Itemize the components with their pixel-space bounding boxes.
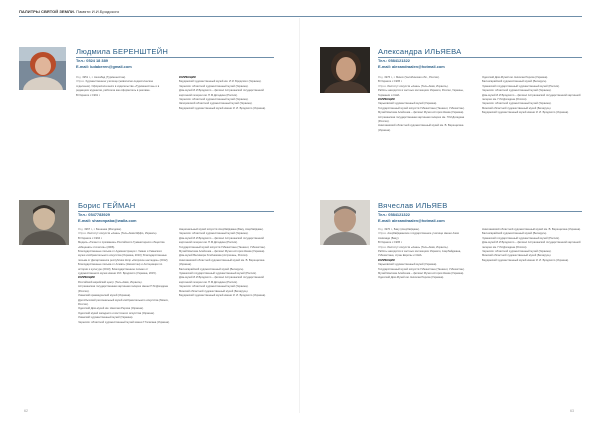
header-divider xyxy=(19,16,582,17)
artist-email[interactable]: E-mail: alexandraalen@hotmail.com xyxy=(378,218,445,223)
collection-item: Николаевский областной художественный музей им. В. Верещагина (Украина). xyxy=(378,124,464,132)
artist-name: Людмила БЕРЕНШТЕЙН xyxy=(76,47,169,56)
collection-item: Минский областной художественный музей (Беларусь). xyxy=(482,254,552,258)
collection-item: Минский областной художественный музей (Беларусь). xyxy=(179,289,249,293)
collection-item: Чернигов: областной художественный музей (Украина). xyxy=(179,98,249,102)
artist-bio xyxy=(76,76,164,136)
artist-contact xyxy=(78,212,137,224)
collections-heading: КОЛЛЕКЦИИ xyxy=(378,98,395,102)
artist-phone: Тел.: 0584121322 xyxy=(378,58,410,63)
collection-item: Музей Шалома Алейхема – филиал Музея истории Киева (Украина). xyxy=(378,272,465,276)
collection-item: Бахчисарайский художественный музей (Беларусь). xyxy=(179,267,245,271)
bio-line: Работы находятся в частных коллекциях Израиля, Азербайджана, Узбекистана, стран Европы и США. xyxy=(378,250,461,258)
artist-collections-continued xyxy=(482,228,582,348)
artist-email[interactable]: E-mail: ludaberen@gmail.com xyxy=(76,64,132,69)
bio-line: Род. 1951 г., г. Ашхабад (Туркменистан). xyxy=(76,76,126,79)
collection-item: Чернигов: областной художественный музей (Украина). xyxy=(179,285,249,289)
collection-item: Одесский Дом-Музей им. Николая Рериха (Украина). xyxy=(482,76,549,79)
collection-item: Бахчисарайский художественный музей (Беларусь). xyxy=(482,232,548,236)
artist-name: Борис ГЕЙМАН xyxy=(78,201,136,210)
collection-item: Одесский Дом-музей им. Николая Рериха (Украина). xyxy=(78,307,144,311)
collection-item: Государственный музей искусств Узбекистана (Ташкент, Узбекистан). xyxy=(378,106,465,110)
collection-item: Дом-музей И.И.Бродского – филиал Астраханской государственной картинной галереи им. П.М.Догадина (Россия). xyxy=(179,89,264,97)
bio-line: Образ. Азербайджанское государственное училище имени Азим Азимзаде (Баку). xyxy=(378,232,459,240)
artist-collections-continued xyxy=(179,228,274,408)
collection-item: Дом-музей И.И.Бродского – филиал Астраханской государственной картинной галереи им. П.М.Догадина (Россия). xyxy=(179,236,264,245)
collections-heading: КОЛЛЕКЦИИ xyxy=(78,276,95,280)
artist-phone: Тел.: 0547783929 xyxy=(78,212,110,217)
collection-item: Чувашский государственный художественный музей (Россия). xyxy=(482,236,560,240)
collections-heading: КОЛЛЕКЦИИ xyxy=(378,258,395,262)
portrait-woman-red-icon xyxy=(19,47,66,90)
collection-item: Минский областной художественный музей (Беларусь). xyxy=(482,106,552,110)
collection-item: Николаевский областной художественный музей им. В. Верещагина (Украина). xyxy=(482,228,581,231)
artist-bio xyxy=(78,228,170,408)
collection-item: Бердянский художественный музей им. И.И. Бродского (Украина). xyxy=(179,80,262,84)
collections-heading: КОЛЛЕКЦИИ xyxy=(179,76,196,79)
artist-email[interactable]: E-mail: alexandraalen@hotmail.com xyxy=(378,64,445,69)
artist-photo-geiman xyxy=(19,200,69,245)
collection-item: Российский еврейский центр (Тель-Авив, Израиль). xyxy=(78,280,143,284)
artist-photo-berenshtein xyxy=(19,47,66,90)
collection-item: Дом-музей Велимира Хлебникова (Астрахань, Россия). xyxy=(179,254,249,258)
collection-item: Чернигов: областной художественный музей (Украина). xyxy=(179,84,249,88)
page-number-left: 62 xyxy=(24,409,28,413)
running-header-section: ПАЛИТРЫ СВЯТОЙ ЗЕМЛИ. xyxy=(19,9,75,14)
collection-item: Дом-музей И.И.Бродского – филиал Астраханской государственной картинной галереи им. П.М.Догадина (Россия). xyxy=(482,93,581,102)
collection-item: Чернигов: областной художественный музей (Украина). xyxy=(482,102,552,106)
collection-item: Одесский музей западного и восточного искусства (Украина). xyxy=(78,311,155,315)
artist-bio xyxy=(378,228,470,338)
bio-line: Род. 1970 г., Баку (Азербайджан). xyxy=(378,228,420,231)
collection-item: Харьковский художественный музей (Украина). xyxy=(378,263,438,267)
collection-item: Музей Шалома Алейхема – филиал Музея истории Киева (Украина). xyxy=(378,111,465,115)
collection-item: Дом-музей И.И.Бродского – филиал Астраханской государственной картинной галереи им. П.М.Догадина (Россия). xyxy=(179,276,264,284)
portrait-man-gray-icon xyxy=(19,200,69,245)
artist-collections-continued xyxy=(482,76,582,201)
bio-line: Род. 1976 г., г. Минск (Челябинская обл., Россия). xyxy=(378,76,440,79)
collection-item: Дрогобычский региональный музей изобразительного искусства (Минск, Россия). xyxy=(78,298,169,306)
collection-item: Запорожский областной художественный музей (Украина). xyxy=(179,102,253,106)
bio-line: Образ. Институт искусств «Анан» (Тель-Авив, Израиль). xyxy=(378,84,449,88)
bio-line: Работы находятся в частных коллекциях Израиля, России, Украины, Германии и США. xyxy=(378,89,464,97)
collection-item: Чернигов: областной художественный музей имени Г.Галагана (Украина). xyxy=(78,320,170,324)
collection-item: Николаевский областной художественный музей им. В. Верещагина (Украина). xyxy=(179,258,265,267)
collection-item: Бердянский художественный музей имени И. И. Бродского (Украина). xyxy=(482,111,569,115)
artist-contact xyxy=(76,58,132,70)
bio-line: Благодарственные письма от Администрации г. Умани и Уманского музея изобразительного искусства (Украина, 2010); Благодарственные письма от Департамента республики Кипр «Кипрское наследие» (2012); Благодарственные письма от Алматы (Казахстан) и Ассоциации по истории и культуре (2013); Благодарственное письмо от художественного музея имени И.И. Бродского (Украина, 2015). xyxy=(78,250,169,276)
collection-item: Государственный музей искусств Узбекистана (Ташкент, Узбекистан). xyxy=(179,245,266,249)
bio-line: В Израиле с 1991 г. xyxy=(76,93,101,97)
collection-item: Харьковский художественный музей (Украина). xyxy=(378,102,438,106)
artist-phone: Тел.: 0524 18 389 xyxy=(76,58,108,63)
collection-item: Чувашский государственный художественный музей (Россия). xyxy=(179,272,257,276)
collection-item: Чернигов: областной художественный музей (Украина). xyxy=(482,89,552,93)
artist-name: Александра ИЛЬЯЕВА xyxy=(378,47,462,56)
running-header xyxy=(19,9,319,14)
artist-name: Вячеслав ИЛЬЯЕВ xyxy=(378,201,448,210)
bio-line: В Израиле с 1995 г. xyxy=(378,80,403,84)
collection-item: Чернигов: областной художественный музей (Украина). xyxy=(179,232,249,236)
collection-item: Государственный музей искусств Узбекистана (Ташкент, Узбекистан). xyxy=(378,267,465,271)
bio-line: Образ. Институт искусств «Анан» (Тель-Авив-Яффо, Израиль). xyxy=(78,232,158,236)
artist-contact xyxy=(378,212,445,224)
collection-item: Чернигов: областной художественный музей (Украина). xyxy=(482,250,552,254)
page-spine xyxy=(299,18,300,413)
artist-phone: Тел.: 0584121322 xyxy=(378,212,410,217)
collection-item: Национальный музей искусств Азербайджана (Баку, Азербайджан). xyxy=(179,228,264,231)
bio-line: В Израиле с 1994 г. xyxy=(78,236,103,240)
running-header-subtitle: Памяти И.И.Бродского xyxy=(76,9,120,14)
collection-item: Астраханская государственная картинная галерея имени П.М.Догадина (Россия). xyxy=(78,285,168,293)
bio-line: Образ. Институт искусств «Анан» (Тель-Авив, Израиль). xyxy=(378,245,449,249)
artist-photo-ilyaev xyxy=(320,200,370,245)
portrait-man-light-icon xyxy=(320,200,370,245)
bio-line: Медаль «Талант и призвание» Российского Гуманитарного общества «Меценаты столетия» (2006). xyxy=(78,241,165,249)
collection-item: Чувашский государственный художественный музей (Россия). xyxy=(482,84,560,88)
collection-item: Бердянский художественный музей имени И. И. Бродского (Украина). xyxy=(482,258,569,262)
collection-item: Астраханская государственная картинная галерея им. П.М.Догадина (Россия). xyxy=(378,115,465,124)
collection-item: Одесский Дом-Музей им. Николая Рериха (Украина). xyxy=(378,276,445,280)
bio-line: Образ. Художественное училище (живописно-педагогическое отделение). Оформляла книги в издательстве «Туркменистан» и в редакциях журналов, работала как оформитель в рекламе. xyxy=(76,80,160,93)
bio-line: В Израиле с 1995 г. xyxy=(378,241,403,245)
artist-email[interactable]: E-mail: sharonpaba@walla.com xyxy=(78,218,137,223)
artist-bio xyxy=(378,76,470,196)
artist-contact xyxy=(378,58,445,70)
artist-photo-ilyaeva xyxy=(320,47,370,93)
collection-item: Уманский краеведческий музей (Украина). xyxy=(78,294,131,298)
collection-item: Уманский художественный музей (Украина). xyxy=(78,316,134,320)
bio-line: Род. 1967 г., г. Бешенка (Молдова). xyxy=(78,228,122,231)
collection-item: Бахчисарайский художественный музей (Беларусь). xyxy=(482,80,548,84)
collection-item: Бердянский художественный музей имени И. И. Бродского (Украина). xyxy=(179,106,266,110)
collection-item: Бердянский художественный музей имени И. И. Бродского (Украина). xyxy=(179,294,266,298)
collection-item: Дом-музей И.И.Бродского – филиал Астраханской государственной картинной галереи им. П.М.Догадина (Россия). xyxy=(482,241,581,249)
artist-collections xyxy=(179,76,274,146)
page-number-right: 63 xyxy=(570,409,574,413)
collection-item: Музей Шалома Алейхема – филиал Музея истории Киева (Украина). xyxy=(179,250,266,254)
portrait-woman-dark-icon xyxy=(320,47,370,93)
